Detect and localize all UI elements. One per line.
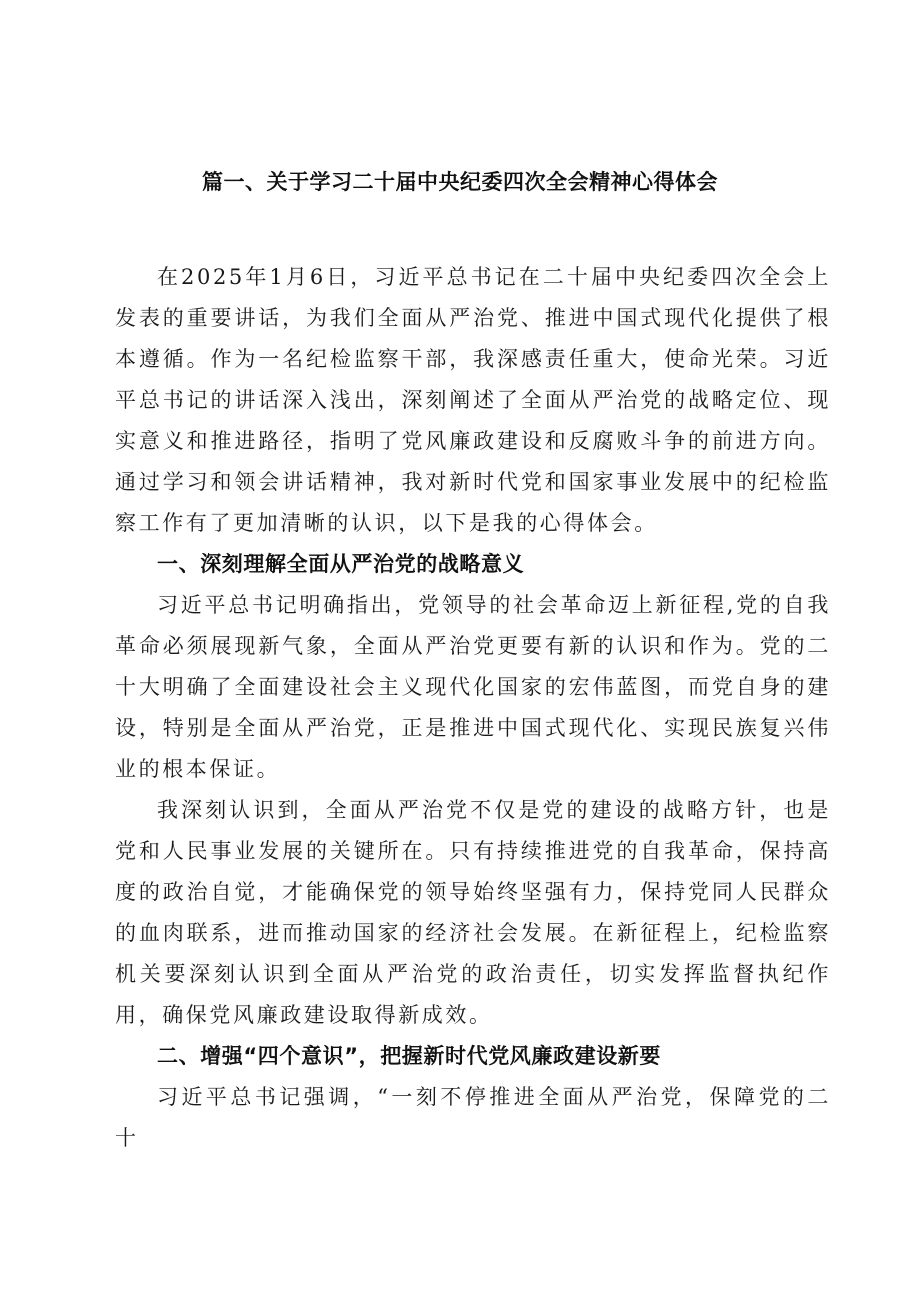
intro-paragraph: 在2025年1月6日，习近平总书记在二十届中央纪委四次全会上发表的重要讲话，为我们全面从严治党、推进中国式现代化提供了根本遵循。作为一名纪检监察干部，我深感责任重大，使命光荣。习近平总书记的讲话深入浅出，深刻阐述了全面从严治党的战略定位、现实意义和推进路径，指明了党风廉政建设和反腐败斗争的前进方向。通过学习和领会讲话精神，我对新时代党和国家事业发展中的纪检监察工作有了更加清晰的认识，以下是我的心得体会。 xyxy=(115,265,831,535)
section-1-paragraph-2: 我深刻认识到，全面从严治党不仅是党的建设的战略方针，也是党和人民事业发展的关键所在。只有持续推进党的自我革命，保持高度的政治自觉，才能确保党的领导始终坚强有力，保持党同人民群众的血肉联系，进而推动国家的经济社会发展。在新征程上，纪检监察机关要深刻认识到全面从严治党的政治责任，切实发挥监督执纪作用，确保党风廉政建设取得新成效。 xyxy=(115,798,831,1027)
section-1-paragraph-1: 习近平总书记明确指出，党领导的社会革命迈上新征程,党的自我革命必须展现新气象，全面从严治党更要有新的认识和作为。党的二十大明确了全面建设社会主义现代化国家的宏伟蓝图，而党自身的建设，特别是全面从严治党，正是推进中国式现代化、实现民族复兴伟业的根本保证。 xyxy=(115,593,831,781)
section-2-paragraph-1: 习近平总书记强调，“一刻不停推进全面从严治党，保障党的二十 xyxy=(115,1085,831,1150)
section-1-heading: 一、深刻理解全面从严治党的战略意义 xyxy=(157,552,525,576)
section-2-heading: 二、增强“四个意识”，把握新时代党风廉政建设新要 xyxy=(157,1044,662,1068)
document-body xyxy=(115,257,831,1159)
document-title: 篇一、关于学习二十届中央纪委四次全会精神心得体会 xyxy=(202,170,718,194)
